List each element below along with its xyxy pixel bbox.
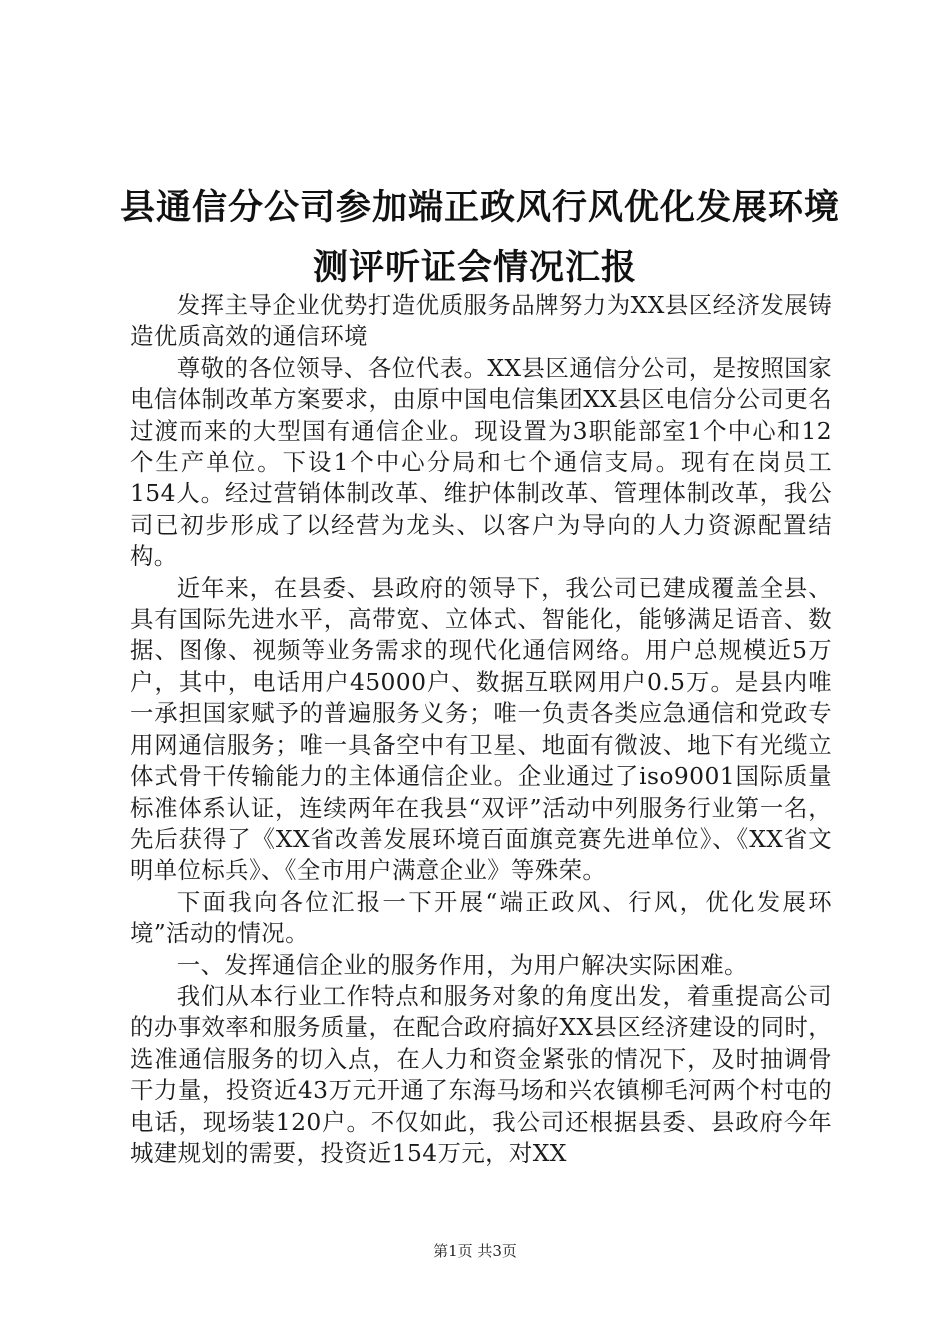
document-body bbox=[130, 290, 832, 1169]
document-title-line-2: 测评听证会情况汇报 bbox=[312, 248, 637, 288]
section-heading-1: 一、发挥通信企业的服务作用，为用户解决实际困难。 bbox=[176, 950, 748, 979]
paragraph-section-1: 我们从本行业工作特点和服务对象的角度出发，着重提高公司的办事效率和服务质量，在配合政府搞好XX县区经济建设的同时，选准通信服务的切入点，在人力和资金紧张的情况下，及时抽调骨干力量，投资近43万元开通了东海马场和兴农镇柳毛河两个村屯的电话，现场装120户。不仅如此，我公司还根据县委、县政府今年城建规划的需要，投资近154万元，对XX bbox=[130, 981, 832, 1167]
paragraph-subtitle: 发挥主导企业优势打造优质服务品牌努力为XX县区经济发展铸造优质高效的通信环境 bbox=[130, 291, 832, 351]
paragraph-introduction: 尊敬的各位领导、各位代表。XX县区通信分公司，是按照国家电信体制改革方案要求，由原中国电信集团XX县区电信分公司更名过渡而来的大型国有通信企业。现设置为3职能部室1个中心和12个生产单位。下设1个中心分局和七个通信支局。现有在岗员工154人。经过营销体制改革、维护体制改革、管理体制改革，我公司已初步形成了以经营为龙头、以客户为导向的人力资源配置结构。 bbox=[130, 353, 832, 571]
page-number-footer: 第1页 共3页 bbox=[433, 1242, 517, 1260]
paragraph-report-intro: 下面我向各位汇报一下开展“端正政风、行风，优化发展环境”活动的情况。 bbox=[130, 887, 832, 948]
paragraph-achievements: 近年来，在县委、县政府的领导下，我公司已建成覆盖全县、具有国际先进水平，高带宽、立体式、智能化，能够满足语音、数据、图像、视频等业务需求的现代化通信网络。用户总规模近5万户，其中，电话用户45000户、数据互联网用户0.5万。是县内唯一承担国家赋予的普遍服务义务；唯一负责各类应急通信和党政专用网通信服务；唯一具备空中有卫星、地面有微波、地下有光缆立体式骨干传输能力的主体通信企业。企业通过了iso9001国际质量标准体系认证，连续两年在我县“双评”活动中列服务行业第一名，先后获得了《XX省改善发展环境百面旗竞赛先进单位》、《XX省文明单位标兵》、《全市用户满意企业》等殊荣。 bbox=[130, 573, 832, 885]
document-title-line-1: 县通信分公司参加端正政风行风优化发展环境 bbox=[120, 188, 841, 228]
